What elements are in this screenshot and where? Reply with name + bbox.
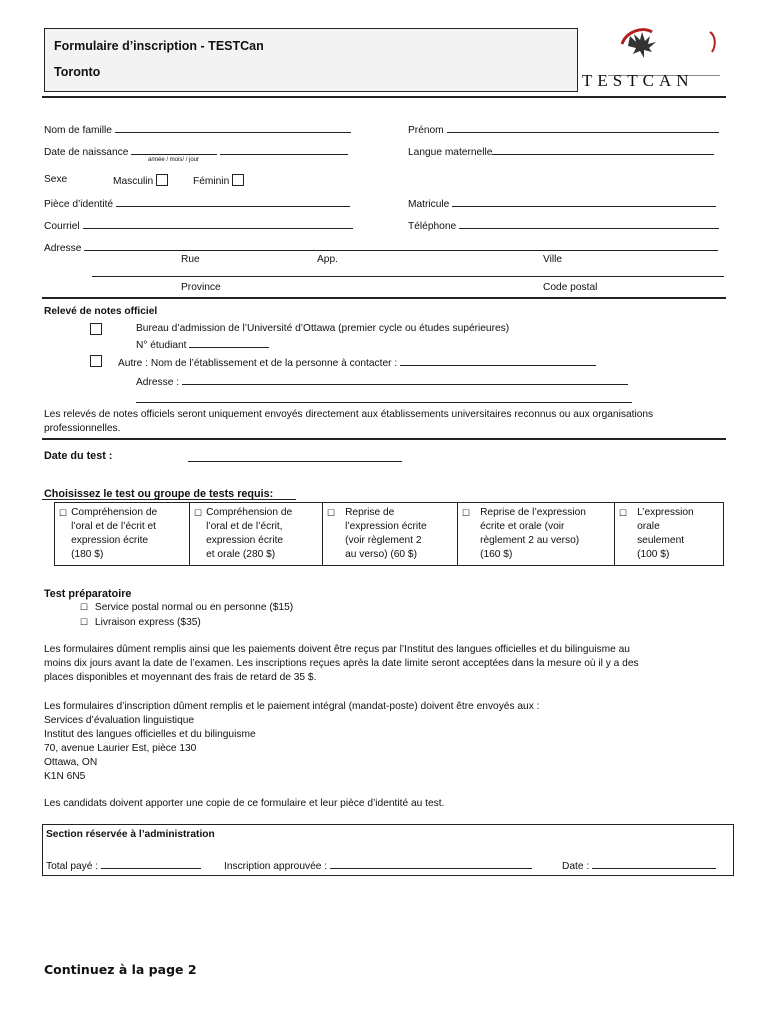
langue-field[interactable]: Langue maternelle bbox=[408, 144, 714, 158]
paragraph-1-line-1: Les formulaires dûment remplis ainsi que les paiements doivent être reçus par l’Institut des langues officielles et du bilinguisme au bbox=[44, 644, 630, 655]
app-label: App. bbox=[317, 254, 338, 265]
address-line-5: K1N 6N5 bbox=[44, 771, 86, 782]
releve-checkbox-2[interactable] bbox=[90, 355, 102, 367]
courriel-field[interactable]: Courriel bbox=[44, 218, 353, 232]
naissance-hint: année / mois/ / jour bbox=[148, 157, 200, 163]
paragraph-2: Les formulaires d’inscription dûment remplis et le paiement intégral (mandat-poste) doivent être envoyés aux : bbox=[44, 701, 540, 712]
test-option-1[interactable]: ☐ Compréhension de l’oral et de l’écrit et expression écrite (180 $) bbox=[59, 507, 158, 560]
address-line-4: Ottawa, ON bbox=[44, 757, 98, 768]
date-test-label: Date du test : bbox=[44, 450, 113, 462]
inscription-approuvee-field[interactable]: Inscription approuvée : bbox=[224, 858, 532, 872]
paragraph-1-line-3: places disponibles et moyennant des frais de retard de 35 $. bbox=[44, 672, 317, 683]
test-options-table bbox=[54, 502, 724, 566]
releve-option-2[interactable] bbox=[90, 355, 102, 368]
tests-title-underline bbox=[42, 499, 296, 500]
section-divider-1 bbox=[42, 297, 726, 299]
testcan-logo bbox=[578, 24, 724, 92]
checkbox-icon[interactable]: ☐ bbox=[80, 617, 89, 627]
feminin-option[interactable]: Féminin bbox=[193, 174, 244, 187]
date-test-field[interactable] bbox=[188, 451, 402, 465]
nom-field[interactable]: Nom de famille bbox=[44, 122, 351, 136]
releve-adresse-line-2[interactable] bbox=[136, 392, 632, 406]
masculin-checkbox[interactable] bbox=[156, 174, 168, 186]
etudiant-field[interactable]: N° étudiant bbox=[136, 337, 269, 351]
masculin-option[interactable]: Masculin bbox=[113, 174, 168, 187]
prenom-field[interactable]: Prénom bbox=[408, 122, 719, 136]
test-option-4[interactable]: ☐ Reprise de l’expression écrite et orale (voir règlement 2 au verso) (160 $) bbox=[458, 503, 615, 566]
checkbox-icon[interactable]: ☐ bbox=[194, 508, 203, 518]
section-divider-2 bbox=[42, 438, 726, 440]
releve-option-2-field[interactable]: Autre : Nom de l’établissement et de la personne à contacter : bbox=[118, 355, 596, 369]
header-divider bbox=[42, 96, 726, 98]
admin-section bbox=[42, 824, 734, 876]
ville-label: Ville bbox=[543, 254, 563, 265]
paragraph-3: Les candidats doivent apporter une copie de ce formulaire et leur pièce d’identité au test. bbox=[44, 798, 445, 809]
test-option-2[interactable]: ☐ Compréhension de l’oral et de l’écrit, expression écrite et orale (280 $) bbox=[190, 503, 323, 566]
prep-title: Test préparatoire bbox=[44, 588, 132, 600]
checkbox-icon[interactable]: ☐ bbox=[619, 508, 628, 518]
feminin-checkbox[interactable] bbox=[232, 174, 244, 186]
header-box bbox=[44, 28, 578, 92]
releve-option-1-label: Bureau d’admission de l’Université d’Ottawa (premier cycle ou études supérieures) bbox=[136, 323, 510, 334]
releve-title: Relevé de notes officiel bbox=[44, 306, 158, 317]
test-option-5[interactable]: ☐ L’expression orale seulement (100 $) bbox=[615, 503, 724, 566]
province-label: Province bbox=[181, 282, 221, 293]
tests-title: Choisissez le test ou groupe de tests requis: bbox=[44, 488, 274, 500]
rue-label: Rue bbox=[181, 254, 200, 265]
checkbox-icon[interactable]: ☐ bbox=[462, 508, 471, 518]
releve-note-2: professionnelles. bbox=[44, 423, 121, 434]
paragraph-1-line-2: moins dix jours avant la date de l’examen. Les inscriptions reçues après la date limite seront acceptées dans la mesure où il y a des bbox=[44, 658, 639, 669]
adresse-line-2[interactable] bbox=[92, 266, 724, 280]
admin-date-field[interactable]: Date : bbox=[562, 858, 716, 872]
continue-page-2: Continuez à la page 2 bbox=[44, 962, 197, 977]
admin-title: Section réservée à l’administration bbox=[46, 829, 215, 840]
prep-option-1[interactable]: ☐ Service postal normal ou en personne ($15) bbox=[80, 602, 294, 613]
address-line-1: Services d’évaluation linguistique bbox=[44, 715, 195, 726]
checkbox-icon[interactable]: ☐ bbox=[80, 602, 89, 612]
releve-option-1[interactable] bbox=[90, 323, 102, 336]
releve-checkbox-1[interactable] bbox=[90, 323, 102, 335]
checkbox-icon[interactable]: ☐ bbox=[59, 508, 68, 518]
form-title: Formulaire d’inscription - TESTCan bbox=[54, 39, 264, 53]
test-option-3[interactable]: ☐ Reprise de l’expression écrite (voir règlement 2 au verso) (60 $) bbox=[323, 503, 458, 566]
matricule-field[interactable]: Matricule bbox=[408, 196, 716, 210]
code-postal-label: Code postal bbox=[543, 282, 598, 293]
prep-option-2[interactable]: ☐ Livraison express ($35) bbox=[80, 617, 201, 628]
naissance-field[interactable]: Date de naissance bbox=[44, 144, 348, 158]
adresse-field[interactable]: Adresse bbox=[44, 240, 718, 254]
piece-field[interactable]: Pièce d’identité bbox=[44, 196, 350, 210]
checkbox-icon[interactable]: ☐ bbox=[327, 508, 336, 518]
address-line-3: 70, avenue Laurier Est, pièce 130 bbox=[44, 743, 197, 754]
releve-adresse-field[interactable]: Adresse : bbox=[136, 374, 628, 388]
total-paye-field[interactable]: Total payé : bbox=[46, 858, 201, 872]
sexe-label: Sexe bbox=[44, 174, 68, 185]
logo-text: TESTCAN bbox=[582, 71, 694, 90]
address-line-2: Institut des langues officielles et du bilinguisme bbox=[44, 729, 256, 740]
telephone-field[interactable]: Téléphone bbox=[408, 218, 719, 232]
city-label: Toronto bbox=[54, 65, 101, 79]
releve-note-1: Les relevés de notes officiels seront uniquement envoyés directement aux établissements universitaires reconnus ou aux organisations bbox=[44, 409, 654, 420]
